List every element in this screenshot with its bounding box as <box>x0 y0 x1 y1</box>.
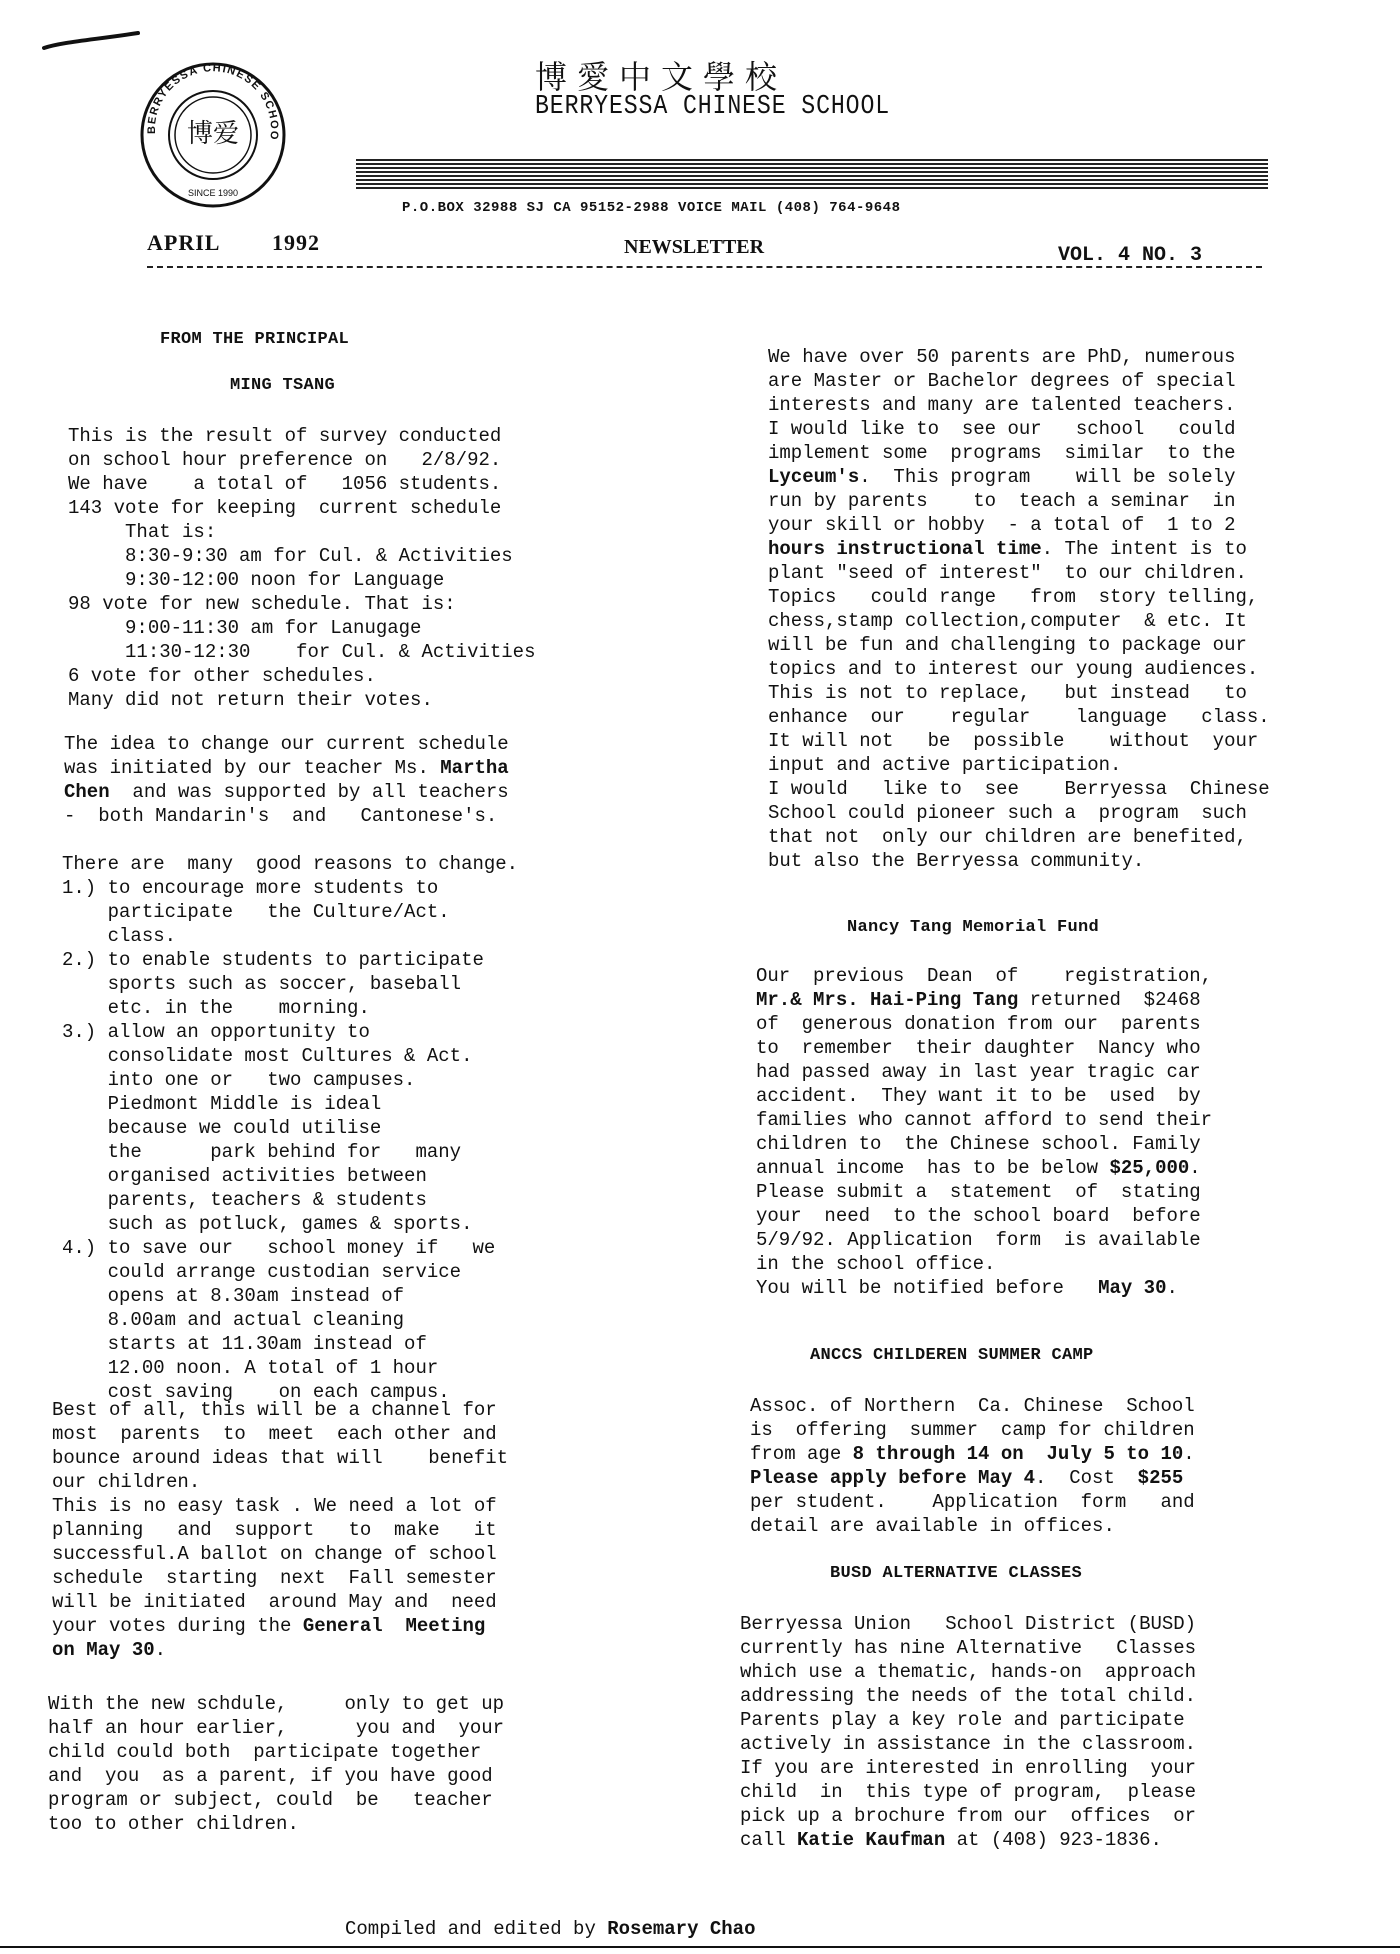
lyceum-paragraph: We have over 50 parents are PhD, numerous are Master or Bachelor degrees of special interests and many are talented teachers. I would like to see our school could implement some programs similar to the Lyceum's. This program will be solely run by parents to teach a seminar in your skill or hobby - a total of 1 to 2 hours instructional time. The intent is to plant "seed of interest" to our children. Topics could range from story telling, chess,stamp collection,computer & etc. It will be fun and challenging to package our topics and to interest our young audiences. This is not to replace, but instead to enhance our regular language class. It will not be possible without your input and active participation. I would like to see Berryessa Chinese School could pioneer such a program such that not only our children are benefited, but also the Berryessa community. <box>768 346 1270 872</box>
closing-paragraph: With the new schdule, only to get up half an hour earlier, you and your child could both participate together and you as a parent, if you have good program or subject, could be teacher too to other children. <box>48 1693 505 1835</box>
issue-year: 1992 <box>272 230 320 255</box>
newsletter-label: NEWSLETTER <box>624 236 765 258</box>
header-divider <box>147 266 1262 268</box>
principal-name: MING TSANG <box>230 376 336 395</box>
busd-heading: BUSD ALTERNATIVE CLASSES <box>830 1564 1083 1583</box>
busd-text: Berryessa Union School District (BUSD) currently has nine Alternative Classes which use a thematic, hands-on approach addressing the needs of the total child. Parents play a key role and participate actively in assistance in the classroom. If you are interested in enrolling your child in this type of program, please pick up a brochure from our offices or call Katie Kaufman at (408) 923-1836. <box>740 1613 1197 1851</box>
summer-camp-heading: ANCCS CHILDEREN SUMMER CAMP <box>810 1346 1094 1365</box>
seal-center-text: 博爱 <box>186 119 240 149</box>
reasons-list: There are many good reasons to change. 1.) to encourage more students to participate the Culture/Act. class. 2.) to enable students to participate sports such as soccer, baseball etc. in the morning. 3.) allow an opportunity to consolidate most Cultures & Act. into one or two campuses. Piedmont Middle is ideal because we could utilise the park behind for many organised activities between parents, teachers & students such as potluck, games & sports. 4.) to save our school money if we could arrange custodian service opens at 8.30am instead of 8.00am and actual cleaning starts at 11.30am instead of 12.00 noon. A total of 1 hour cost saving on each campus. <box>62 853 519 1403</box>
school-seal <box>138 60 288 210</box>
principal-heading: FROM THE PRINCIPAL <box>160 330 350 349</box>
issue-month: APRIL <box>147 230 221 255</box>
pen-scribble <box>42 30 142 52</box>
school-name-chinese: 博愛中文學校 <box>535 58 788 96</box>
survey-results: This is the result of survey conducted on school hour preference on 2/8/92. We have a total of 1056 students. 143 vote for keeping current schedule That is: 8:30-9:30 am for Cul. & Activities 9:30-12:00 noon for Language 98 vote for new schedule. That is: 9:00-11:30 am for Lanugage 11:30-12:30 for Cul. & Activities 6 vote for other schedules. Many did not return their votes. <box>68 425 536 711</box>
best-of-all-paragraph: Best of all, this will be a channel for most parents to meet each other and bounce around ideas that will benefit our children. This is no easy task . We need a lot of planning and support to make it successful.A ballot on change of school schedule starting next Fall semester will be initiated around May and need your votes during the General Meeting on May 30. <box>52 1399 509 1661</box>
footer-rule <box>0 1946 1400 1948</box>
masthead-bar <box>356 159 1268 189</box>
summer-camp-text: Assoc. of Northern Ca. Chinese School is offering summer camp for children from age 8 through 14 on July 5 to 10. Please apply before May 4. Cost $255 per student. Application form and detail are available in offices. <box>750 1395 1195 1537</box>
school-name-english: BERRYESSA CHINESE SCHOOL <box>535 92 891 122</box>
nancy-fund-heading: Nancy Tang Memorial Fund <box>847 918 1100 937</box>
nancy-fund-text: Our previous Dean of registration, Mr.& Mrs. Hai-Ping Tang returned $2468 of generous donation from our parents to remember their daughter Nancy who had passed away in last year tragic car accident. They want it to be used by families who cannot afford to send their children to the Chinese school. Family annual income has to be below $25,000. Please submit a statement of stating your need to the school board before 5/9/92. Application form is available in the school office. You will be notified before May 30. <box>756 965 1213 1299</box>
contact-info: P.O.BOX 32988 SJ CA 95152-2988 VOICE MAIL (408) 764-9648 <box>402 200 901 216</box>
seal-since-text: SINCE 1990 <box>187 188 239 198</box>
seal-ring-text: BERRYESSA CHINESE SCHOO <box>145 62 281 142</box>
compiled-by-credit: Compiled and edited by Rosemary Chao <box>345 1918 756 1940</box>
volume-number: VOL. 4 NO. 3 <box>1058 244 1203 267</box>
idea-paragraph: The idea to change our current schedule was initiated by our teacher Ms. Martha Chen and was supported by all teachers - both Mandarin's and Cantonese's. <box>64 733 509 827</box>
